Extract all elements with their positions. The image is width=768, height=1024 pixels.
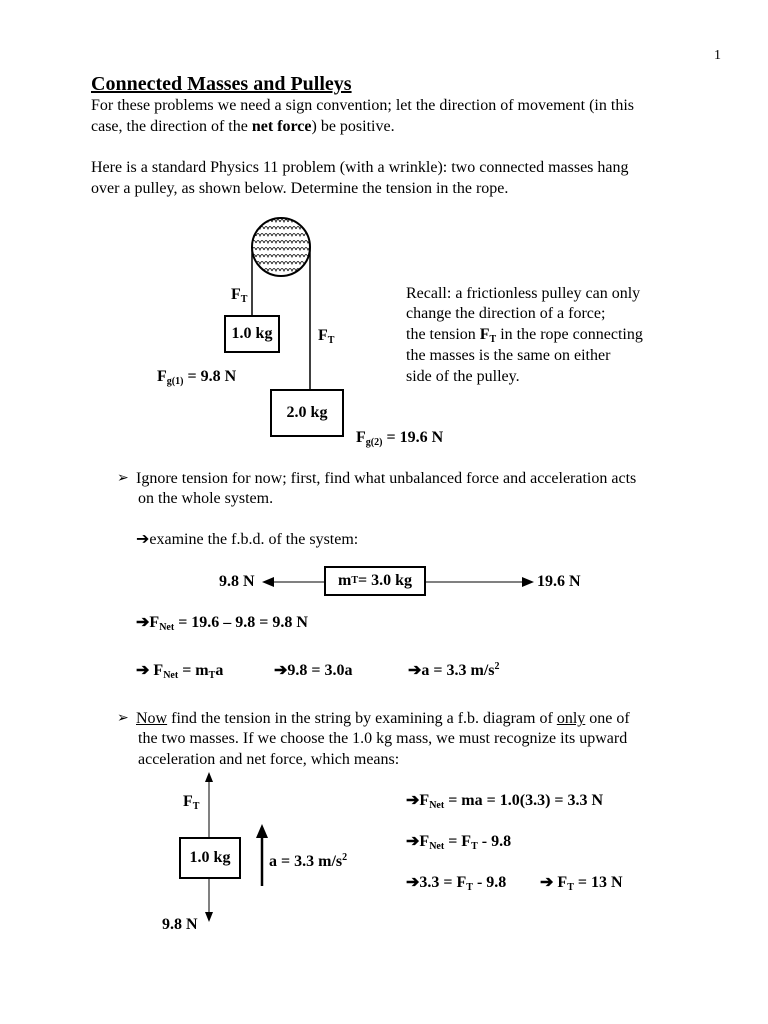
intro-text-c: ) be positive. [311,118,395,135]
e1-rest: = ma = 1.0(3.3) = 3.3 N [444,792,604,809]
ft-right-sub: T [327,335,335,346]
arrow-icon: ➔ [136,614,150,631]
step2-line-3: acceleration and net force, which means: [138,751,400,768]
fnet-equation-1 [136,613,308,633]
fbd2-ft-sub: T [192,801,200,812]
fnet-equation-2 [136,661,223,681]
fg1-sub: g(1) [166,376,184,387]
e3-a: 3.3 = F [419,874,467,891]
e2-mid: = F [444,833,472,850]
page-number: 1 [714,48,721,63]
fnet-expr: = 19.6 – 9.8 = 9.8 N [174,614,308,631]
fnet-f: F [149,614,160,631]
fnet-sub: Net [159,622,175,633]
eq2-f: F [149,662,164,679]
tension-result [540,873,623,893]
arrow-icon: ➔ [408,662,422,679]
ft-right-f: F [318,327,328,344]
step1-line-2: on the whole system. [138,490,274,507]
accel-result [408,661,500,681]
step2-now: Now [136,710,168,727]
e3-d: = 13 N [573,874,623,891]
arrow-icon: ➔ [406,833,420,850]
eq2-mid: = m [178,662,209,679]
arrow-icon: ➔ [274,662,288,679]
recall-l3-a: the tension [406,326,480,343]
fbd2-accel-sup: 2 [342,852,348,863]
tension-equation-1 [406,791,603,811]
left-force-label: 9.8 N [219,573,255,590]
fg1-value: = 9.8 N [183,368,237,385]
e3-sub: T [466,882,473,893]
system-mass-value: = 3.0 kg [357,572,412,589]
recall-line-3 [406,325,643,345]
intro-net-force: net force [251,118,312,135]
eq3: 9.8 = 3.0a [287,662,353,679]
mass-2-box: 2.0 kg [270,389,344,437]
eq2-msub: T [208,670,216,681]
e2-sub: Net [429,841,445,852]
e2-f: F [419,833,430,850]
mass-1-box: 1.0 kg [224,315,280,353]
examine-line [136,530,358,550]
system-mass-box: m T = 3.0 kg [324,566,426,596]
fg2-label [356,428,443,448]
e2-end: - 9.8 [477,833,512,850]
intro-text-a: case, the direction of the [91,118,252,135]
e1-sub: Net [429,800,445,811]
recall-l3-c: in the rope connecting [496,326,643,343]
arrow-icon: ➔ [406,874,420,891]
bullet-icon: ➢ [117,711,129,726]
recall-line-1: Recall: a frictionless pulley can only [406,285,641,302]
page-title: Connected Masses and Pulleys [91,73,352,95]
step1-line-1: Ignore tension for now; first, find what unbalanced force and acceleration acts [136,470,637,487]
fg2-f: F [356,429,366,446]
fbd2-accel-label [269,852,347,872]
recall-line-2: change the direction of a force; [406,305,606,322]
fg2-value: = 19.6 N [382,429,444,446]
tension-equation-3 [406,873,506,893]
bullet-icon: ➢ [117,471,129,486]
fg2-sub: g(2) [365,437,383,448]
step2-l1-b: find the tension in the string by examining a f.b. diagram of [167,710,557,727]
step2-line-2: the two masses. If we choose the 1.0 kg mass, we must recognize its upward [138,730,628,747]
eq4-sup: 2 [494,661,500,672]
right-arrowhead [522,577,534,587]
intro-line-1: For these problems we need a sign convention; let the direction of movement (in this [91,97,634,114]
e3-b: - 9.8 [472,874,507,891]
step2-line-1 [136,709,630,729]
system-mass-m: m [337,572,352,589]
left-arrowhead [262,577,274,587]
recall-l3-f: F [479,326,490,343]
fbd2-ft-f: F [183,793,193,810]
ft-left-f: F [231,286,241,303]
weight-arrowhead [205,912,213,922]
e3-sub2: T [567,882,574,893]
eq2-sub: Net [163,670,179,681]
e3-c: F [553,874,568,891]
step2-only: only [556,710,586,727]
recall-l3-sub: T [489,334,497,345]
accel-equation [274,661,353,681]
recall-line-5: side of the pulley. [406,368,520,385]
ft-label-left [231,285,247,305]
problem-line-2: over a pulley, as shown below. Determine the tension in the rope. [91,180,509,197]
ft-left-sub: T [240,294,248,305]
right-force-label: 19.6 N [537,573,581,590]
fg1-label [157,367,236,387]
tension-arrowhead [205,772,213,782]
step2-l1-d: one of [585,710,630,727]
fbd2-ft-label [183,792,199,812]
fbd2-weight-label: 9.8 N [162,916,198,933]
examine-text: examine the f.b.d. of the system: [149,531,359,548]
arrow-icon: ➔ [136,531,150,548]
eq4: a = 3.3 m/s [421,662,495,679]
e1-f: F [419,792,430,809]
recall-line-4: the masses is the same on either [406,347,611,364]
arrow-icon: ➔ [540,874,554,891]
pulley [252,218,310,276]
eq2-end: a [215,662,224,679]
arrow-icon: ➔ [136,662,150,679]
acceleration-arrowhead [256,824,268,838]
fg1-f: F [157,368,167,385]
ft-label-right [318,326,334,346]
fbd2-accel: a = 3.3 m/s [269,853,343,870]
e2-sub2: T [471,841,478,852]
arrow-icon: ➔ [406,792,420,809]
fbd2-mass-box: 1.0 kg [179,837,241,879]
tension-equation-2 [406,832,511,852]
problem-line-1: Here is a standard Physics 11 problem (with a wrinkle): two connected masses hang [91,159,629,176]
